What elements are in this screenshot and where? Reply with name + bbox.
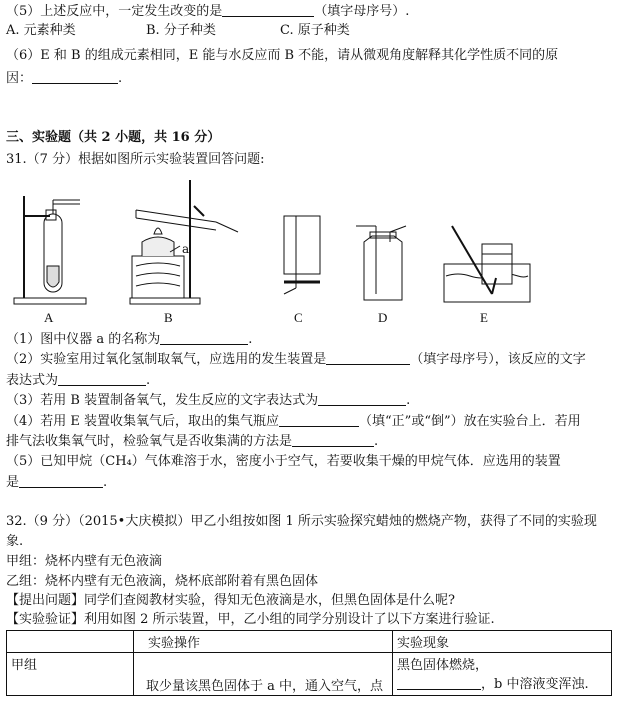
apparatus-e-icon: [438, 176, 538, 308]
q31-sub5-line1: （5）已知甲烷（CH₄）气体难溶于水，密度小于空气，若要收集干燥的甲烷气体．应选用的装置: [6, 454, 561, 469]
table-row-ph-line2: [397, 673, 607, 692]
table-row-op: [134, 653, 393, 696]
table-row-label: 甲组: [7, 653, 134, 696]
q31-sub4-line2: 排气法收集氧气时，检验氧气是否收集满的方法是 .: [6, 434, 379, 449]
experiment-table: [6, 630, 612, 696]
q6-line1: （6）E 和 B 的组成元素相同，E 能与水反应而 B 不能，请从微观角度解释其化学性质不同的原: [6, 48, 559, 63]
q5-hint: （填字母序号）.: [314, 4, 410, 19]
q31-sub1-text: （1）图中仪器 a 的名称为: [6, 332, 161, 347]
q32-ask: 【提出问题】同学们查阅教材实验，得知无色液滴是水，但黑色固体是什么呢?: [6, 593, 455, 608]
q31-sub4-line1: [6, 412, 581, 431]
q31-sub4-text-b: （填“正”或“倒”）放在实验台上．若用: [359, 414, 581, 429]
q31-sub3-text: （3）若用 B 装置制备氧气，发生反应的文字表达式为: [6, 393, 319, 408]
instrument-a-label: a: [182, 242, 190, 256]
table-header-empty: [7, 631, 134, 653]
q5-line: [6, 2, 409, 21]
q32-jia: 甲组：烧杯内壁有无色液滴: [6, 554, 163, 569]
q5-text: （5）上述反应中，一定发生改变的是: [6, 4, 223, 19]
table-header-row: [7, 631, 612, 653]
q32-stem-line1: 32.（9 分）（2015•大庆模拟）甲乙小组按如图 1 所示实验探究蜡烛的燃烧产物，获得了不同的实验现: [6, 514, 597, 529]
q31-sub2-line2-text: 表达式为: [6, 373, 59, 388]
q31-sub2-text: （2）实验室用过氧化氢制取氧气，应选用的发生装置是: [6, 352, 327, 367]
q5-options: [6, 22, 350, 40]
q31-sub2-blank-equation[interactable]: [58, 371, 146, 386]
q31-sub5-text: 是: [6, 475, 20, 490]
q5-option-b: B. 分子种类: [146, 23, 216, 38]
q5-option-c: C. 原子种类: [280, 23, 350, 38]
table-row-ph: [393, 653, 612, 696]
table-header-op-text: 实验操作: [148, 636, 201, 651]
q31-sub2-line2: 表达式为 .: [6, 373, 151, 388]
q31-sub2-mid: （填字母序号），该反应的文字: [410, 352, 586, 367]
q31-sub2-blank-device[interactable]: [326, 350, 410, 365]
q31-sub1: （1）图中仪器 a 的名称为 .: [6, 332, 253, 347]
q31-sub5-line2: 是 .: [6, 475, 108, 490]
apparatus-label-c: C: [294, 310, 303, 325]
q5-option-a: A. 元素种类: [6, 23, 76, 38]
q6-line2-text: 因：: [6, 71, 33, 86]
q31-sub3-blank[interactable]: [318, 391, 406, 406]
apparatus-label-b: B: [164, 310, 173, 325]
q31-stem: 31.（7 分）根据如图所示实验装置回答问题:: [6, 152, 265, 167]
table-row-ph-line2-text: ，b 中溶液变浑浊.: [481, 677, 589, 692]
q32-stem-line2: 象.: [6, 534, 24, 549]
table-row: [7, 653, 612, 696]
q31-sub4-blank-method[interactable]: [292, 432, 374, 447]
q31-sub5-blank[interactable]: [19, 473, 103, 488]
table-row-ph-line1: 黑色固体燃烧，: [397, 658, 489, 673]
apparatus-label-d: D: [378, 310, 388, 325]
q32-yi: 乙组：烧杯内壁有无色液滴，烧杯底部附着有黑色固体: [6, 574, 319, 589]
apparatus-d-icon: [350, 176, 410, 308]
apparatus-a-icon: [8, 176, 96, 308]
q32-verify: 【实验验证】利用如图 2 所示装置，甲，乙小组的同学分别设计了以下方案进行验证.: [6, 612, 495, 627]
table-row-op-text: 取少量该黑色固体于 a 中，通入空气，点: [146, 679, 384, 694]
q6-answer-blank[interactable]: [32, 69, 118, 84]
q6-line2: 因： .: [6, 71, 123, 86]
q31-sub4-blank-orientation[interactable]: [279, 412, 359, 427]
q31-sub2-line1: [6, 350, 586, 369]
table-header-op: [134, 631, 393, 653]
apparatus-label-e: E: [480, 310, 488, 325]
q31-sub3: （3）若用 B 装置制备氧气，发生反应的文字表达式为 .: [6, 393, 411, 408]
q31-sub4-line2-text: 排气法收集氧气时，检验氧气是否收集满的方法是: [6, 434, 293, 449]
q31-sub4-text: （4）若用 E 装置收集氧气后，取出的集气瓶应: [6, 414, 280, 429]
apparatus-c-icon: [270, 176, 330, 308]
q31-sub1-blank[interactable]: [160, 330, 248, 345]
table-ph-blank[interactable]: [397, 675, 481, 690]
section-title: 三、实验题（共 2 小题，共 16 分）: [6, 130, 221, 145]
table-header-ph: [393, 631, 612, 653]
table-header-ph-text: 实验现象: [397, 636, 450, 651]
apparatus-label-a: A: [44, 310, 54, 325]
apparatus-figure: [0, 176, 622, 328]
q5-answer-blank[interactable]: [222, 2, 314, 17]
